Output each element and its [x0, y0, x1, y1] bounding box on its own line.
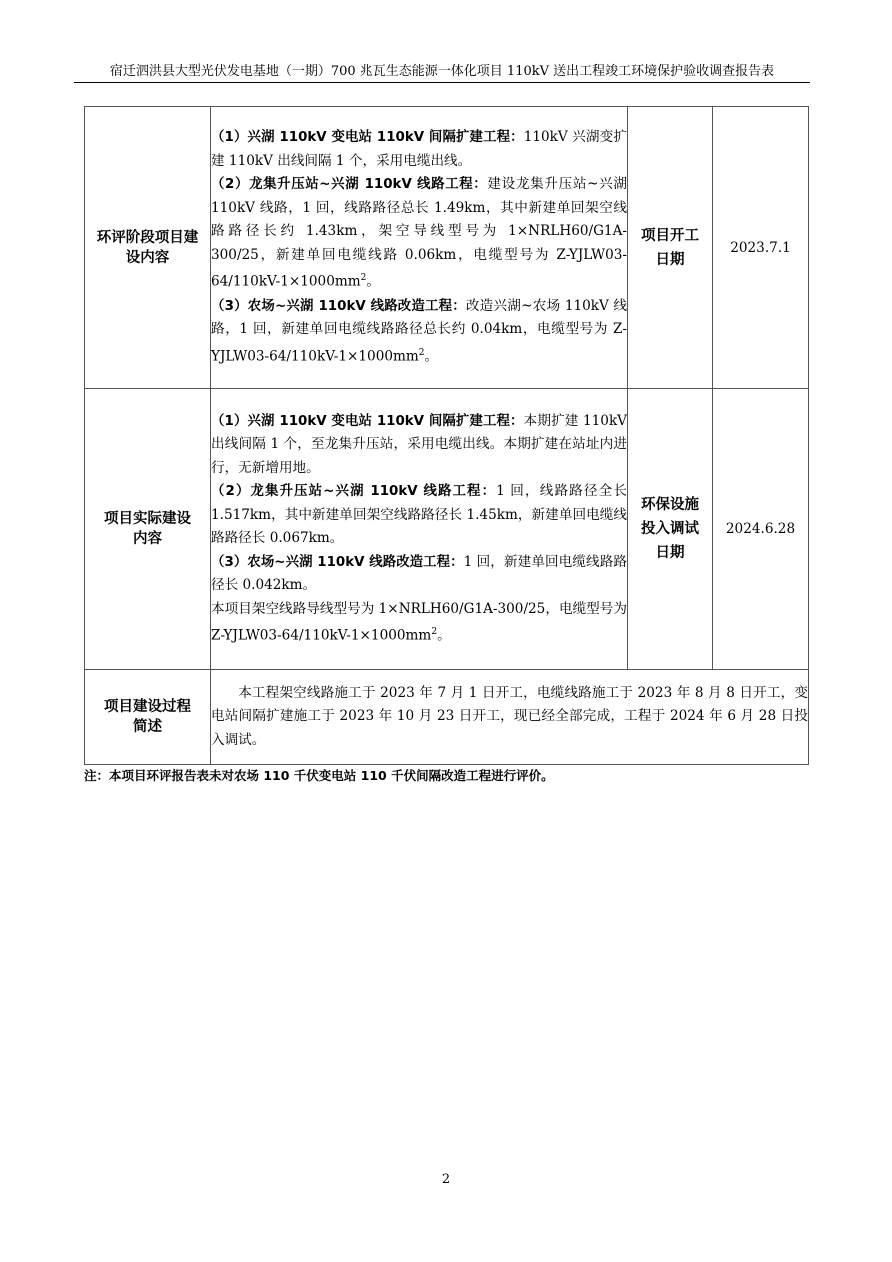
- actual-item-2-text: 1 回，线路路径全长 1.517km，其中新建单回架空线路路径长 1.45km，新建单回电缆线路路径长 0.067km。: [211, 483, 627, 547]
- acceptance-table: [84, 106, 809, 765]
- eia-item-3: [211, 295, 627, 369]
- page-number: 2: [441, 1172, 451, 1187]
- eia-item-1: [211, 126, 627, 173]
- actual-content-label-text: 项目实际建设内容: [104, 511, 191, 547]
- page-header: 宿迁泗洪县大型光伏发电基地（一期）700 兆瓦生态能源一体化项目 110kV 送出工程竣工环境保护验收调查报告表: [109, 64, 775, 79]
- eia-item-1-heading: （1）兴湖 110kV 变电站 110kV 间隔扩建工程：: [211, 130, 524, 146]
- process-label: [85, 670, 211, 765]
- process-label-text: 项目建设过程简述: [104, 699, 191, 735]
- eia-item-1-text: 110kV 兴湖变扩建 110kV 出线间隔 1 个，采用电缆出线。: [211, 129, 627, 169]
- actual-item-3: [211, 551, 627, 598]
- actual-item-2-heading: （2）龙集升压站~兴湖 110kV 线路工程：: [211, 484, 497, 500]
- process-text: 本工程架空线路施工于 2023 年 7 月 1 日开工，电缆线路施工于 2023 年 8 月 8 日开工，变电站间隔扩建施工于 2023 年 10 月 23 日开工，现已经全部完成，工程于 2024 年 6 月 28 日投入调试。: [211, 684, 808, 748]
- eia-item-2-text: 建设龙集升压站~兴湖 110kV 线路，1 回，线路路径总长 1.49km，其中新建单回架空线路路径长约 1.43km，架空导线型号为 1×NRLH60/G1A-300/25，新建单回电缆线路 0.06km，电缆型号为 Z-YJLW03-64/110kV-1×1000mm: [211, 176, 627, 290]
- commissioning-date-label-text: 环保设施投入调试日期: [641, 497, 699, 561]
- table-row-process: [85, 670, 809, 765]
- actual-summary-text: 本项目架空线路导线型号为 1×NRLH60/G1A-300/25，电缆型号为 Z-YJLW03-64/110kV-1×1000mm: [211, 600, 627, 644]
- header-rule: [74, 82, 810, 83]
- actual-item-1: [211, 410, 627, 481]
- eia-item-2-sup: 2: [360, 273, 367, 284]
- eia-content-cell: [211, 107, 628, 389]
- commissioning-date-value: 2024.6.28: [713, 389, 809, 670]
- eia-item-2-tail: 。: [366, 274, 380, 290]
- commissioning-date-label: [628, 389, 713, 670]
- actual-item-3-heading: （3）农场~兴湖 110kV 线路改造工程：: [211, 554, 464, 570]
- actual-content-label: [85, 389, 211, 670]
- start-date-value: 2023.7.1: [713, 107, 809, 389]
- eia-content-label: [85, 107, 211, 389]
- eia-item-3-text: 改造兴湖~农场 110kV 线路，1 回，新建单回电缆线路路径总长约 0.04km，电缆型号为 Z-YJLW03-64/110kV-1×1000mm: [211, 297, 627, 365]
- eia-item-3-tail: 。: [424, 348, 439, 365]
- actual-item-1-text: 本期扩建 110kV 出线间隔 1 个，至龙集升压站，采用电缆出线。本期扩建在站址内进行，无新增用地。: [211, 412, 628, 476]
- start-date-label-text: 项目开工日期: [641, 227, 699, 268]
- eia-item-3-sup: 2: [418, 347, 425, 358]
- table-row-eia-content: [85, 107, 809, 389]
- actual-summary: [211, 598, 627, 649]
- actual-item-2: [211, 480, 627, 551]
- eia-item-2-heading: （2）龙集升压站~兴湖 110kV 线路工程：: [211, 177, 488, 193]
- process-cell: [211, 670, 809, 765]
- footnote: 注：本项目环评报告表未对农场 110 千伏变电站 110 千伏间隔改造工程进行评价。: [84, 768, 554, 783]
- table-row-actual-content: [85, 389, 809, 670]
- start-date-label: [628, 107, 713, 389]
- actual-item-1-heading: （1）兴湖 110kV 变电站 110kV 间隔扩建工程：: [211, 413, 524, 429]
- actual-summary-tail: 。: [437, 627, 451, 644]
- actual-content-cell: [211, 389, 628, 670]
- eia-content-label-text: 环评阶段项目建设内容: [96, 229, 199, 266]
- actual-item-3-text: 1 回，新建单回电缆线路路径长 0.042km。: [211, 553, 627, 594]
- eia-item-2: [211, 173, 627, 294]
- eia-item-3-heading: （3）农场~兴湖 110kV 线路改造工程：: [211, 298, 466, 314]
- actual-summary-sup: 2: [431, 627, 438, 638]
